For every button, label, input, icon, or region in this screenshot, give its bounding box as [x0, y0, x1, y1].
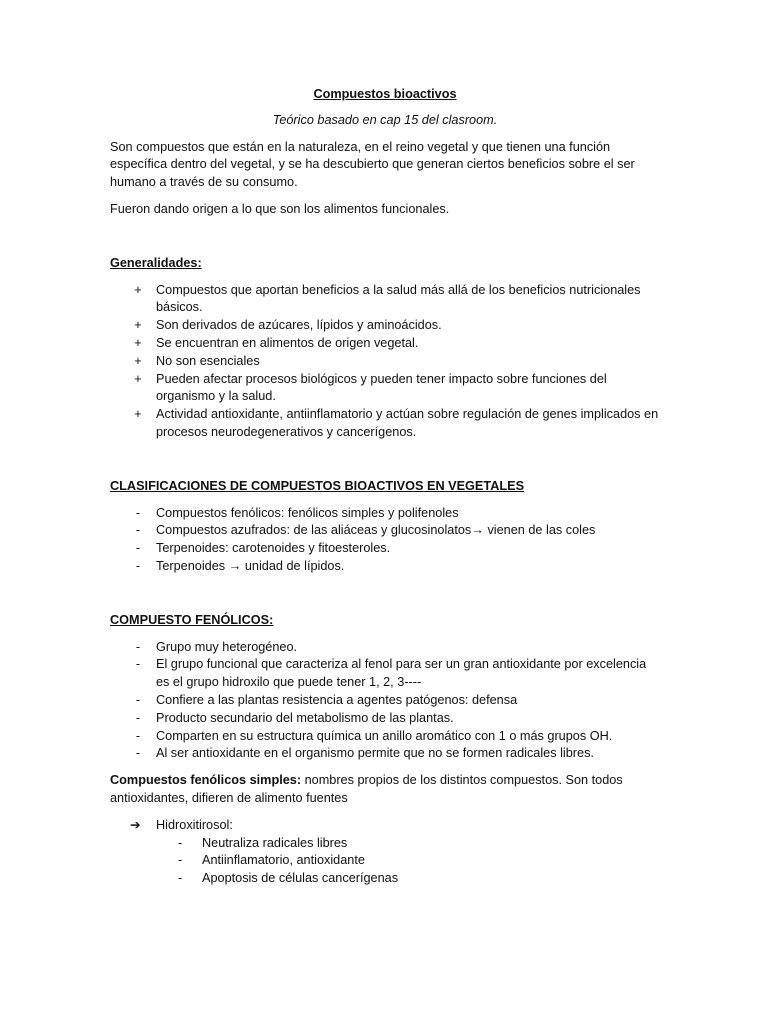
fenolicos-heading: COMPUESTO FENÓLICOS:	[110, 612, 274, 627]
fenolicos-simples-label: Compuestos fenólicos simples:	[110, 773, 302, 788]
clasificaciones-heading: CLASIFICACIONES DE COMPUESTOS BIOACTIVOS EN VEGETALES	[110, 478, 525, 493]
fenolicos-simples-paragraph	[110, 772, 660, 808]
generalidades-item-text: Compuestos que aportan beneficios a la salud más allá de los beneficios nutricionales básicos.	[156, 282, 641, 315]
hidroxitirosol-sublist	[156, 835, 660, 888]
hidroxitirosol-item	[156, 835, 660, 853]
hidroxitirosol-item-text: Antiinflamatorio, antioxidante	[202, 853, 365, 868]
clasificaciones-list	[110, 505, 660, 576]
bullet-marker: -	[135, 692, 141, 707]
bullet-marker: -	[178, 835, 183, 850]
fenolicos-item	[110, 656, 660, 692]
arrow-right-icon: ➔	[130, 817, 141, 832]
document-page	[110, 86, 660, 888]
hidroxitirosol-item-text: Neutraliza radicales libres	[202, 835, 348, 850]
clasificaciones-item-text: Terpenoides: carotenoides y fitoesteroles.	[156, 541, 391, 556]
fenolicos-item-text: Al ser antioxidante en el organismo permite que no se formen radicales libres.	[156, 746, 594, 761]
bullet-marker: -	[135, 523, 141, 538]
clasificaciones-item	[110, 505, 660, 523]
bullet-marker: -	[135, 728, 141, 743]
bullet-marker: -	[178, 871, 183, 886]
generalidades-item-text: Actividad antioxidante, antiinflamatorio y actúan sobre regulación de genes implicados en procesos neurodegenerativos y cancerígenos.	[156, 407, 659, 439]
bullet-marker: -	[135, 558, 141, 573]
generalidades-item-text: No son esenciales	[156, 353, 260, 368]
hidroxitirosol-item	[110, 817, 660, 888]
generalidades-item-text: Son derivados de azúcares, lípidos y aminoácidos.	[156, 318, 442, 333]
bullet-marker: -	[135, 746, 141, 761]
clasificaciones-item-text: Terpenoides → unidad de lípidos.	[156, 558, 345, 573]
fenolicos-item	[110, 745, 660, 763]
hidroxitirosol-list	[110, 817, 660, 888]
clasificaciones-item-text: Compuestos azufrados: de las aliáceas y glucosinolatos→ vienen de las coles	[156, 523, 596, 538]
generalidades-item	[110, 282, 660, 318]
clasificaciones-item	[110, 522, 660, 540]
fenolicos-item-text: Comparten en su estructura química un anillo aromático con 1 o más grupos OH.	[156, 728, 613, 743]
fenolicos-list	[110, 639, 660, 764]
generalidades-item	[110, 317, 660, 335]
fenolicos-simples-text: nombres propios de los distintos compuestos. Son todos antioxidantes, difieren de alimento fuentes	[110, 773, 623, 805]
generalidades-item-text: Pueden afectar procesos biológicos y pueden tener impacto sobre funciones del organismo y la salud.	[156, 371, 607, 404]
fenolicos-item	[110, 710, 660, 728]
generalidades-heading: Generalidades:	[110, 255, 202, 270]
bullet-marker: -	[135, 541, 141, 556]
bullet-marker: -	[135, 657, 141, 672]
intro-paragraph-2: Fueron dando origen a lo que son los alimentos funcionales.	[110, 201, 450, 216]
bullet-marker: -	[135, 710, 141, 725]
hidroxitirosol-item	[156, 852, 660, 870]
document-subtitle: Teórico basado en cap 15 del clasroom.	[272, 112, 498, 127]
generalidades-item	[110, 406, 660, 442]
fenolicos-item	[110, 639, 660, 657]
bullet-marker: -	[178, 853, 183, 868]
hidroxitirosol-label: Hidroxitirosol:	[156, 817, 233, 832]
generalidades-item	[110, 353, 660, 371]
fenolicos-item-text: El grupo funcional que caracteriza al fenol para ser un gran antioxidante por excelencia es el grupo hidroxilo que puede tener 1, 2, 3----	[156, 657, 647, 690]
generalidades-item	[110, 335, 660, 353]
generalidades-item-text: Se encuentran en alimentos de origen vegetal.	[156, 335, 419, 350]
clasificaciones-item	[110, 558, 660, 576]
bullet-marker: -	[135, 505, 141, 520]
bullet-marker: +	[134, 318, 142, 333]
fenolicos-item	[110, 728, 660, 746]
bullet-marker: +	[134, 407, 142, 422]
fenolicos-item-text: Producto secundario del metabolismo de las plantas.	[156, 710, 454, 725]
hidroxitirosol-item	[156, 870, 660, 888]
bullet-marker: +	[134, 371, 142, 386]
bullet-marker: -	[135, 639, 141, 654]
document-title: Compuestos bioactivos	[313, 87, 457, 101]
intro-paragraph: Son compuestos que están en la naturaleza, en el reino vegetal y que tienen una función específica dentro del vegetal, y se ha descubierto que generan ciertos beneficios sobre el ser humano a través de su consumo.	[110, 139, 635, 190]
generalidades-list	[110, 282, 660, 442]
hidroxitirosol-item-text: Apoptosis de células cancerígenas	[202, 871, 399, 886]
clasificaciones-item	[110, 540, 660, 558]
clasificaciones-item-text: Compuestos fenólicos: fenólicos simples y polifenoles	[156, 505, 459, 520]
bullet-marker: +	[134, 282, 142, 297]
generalidades-item	[110, 371, 660, 407]
fenolicos-item-text: Grupo muy heterogéneo.	[156, 639, 298, 654]
bullet-marker: +	[134, 335, 142, 350]
fenolicos-item	[110, 692, 660, 710]
bullet-marker: +	[134, 353, 142, 368]
fenolicos-item-text: Confiere a las plantas resistencia a agentes patógenos: defensa	[156, 692, 518, 707]
